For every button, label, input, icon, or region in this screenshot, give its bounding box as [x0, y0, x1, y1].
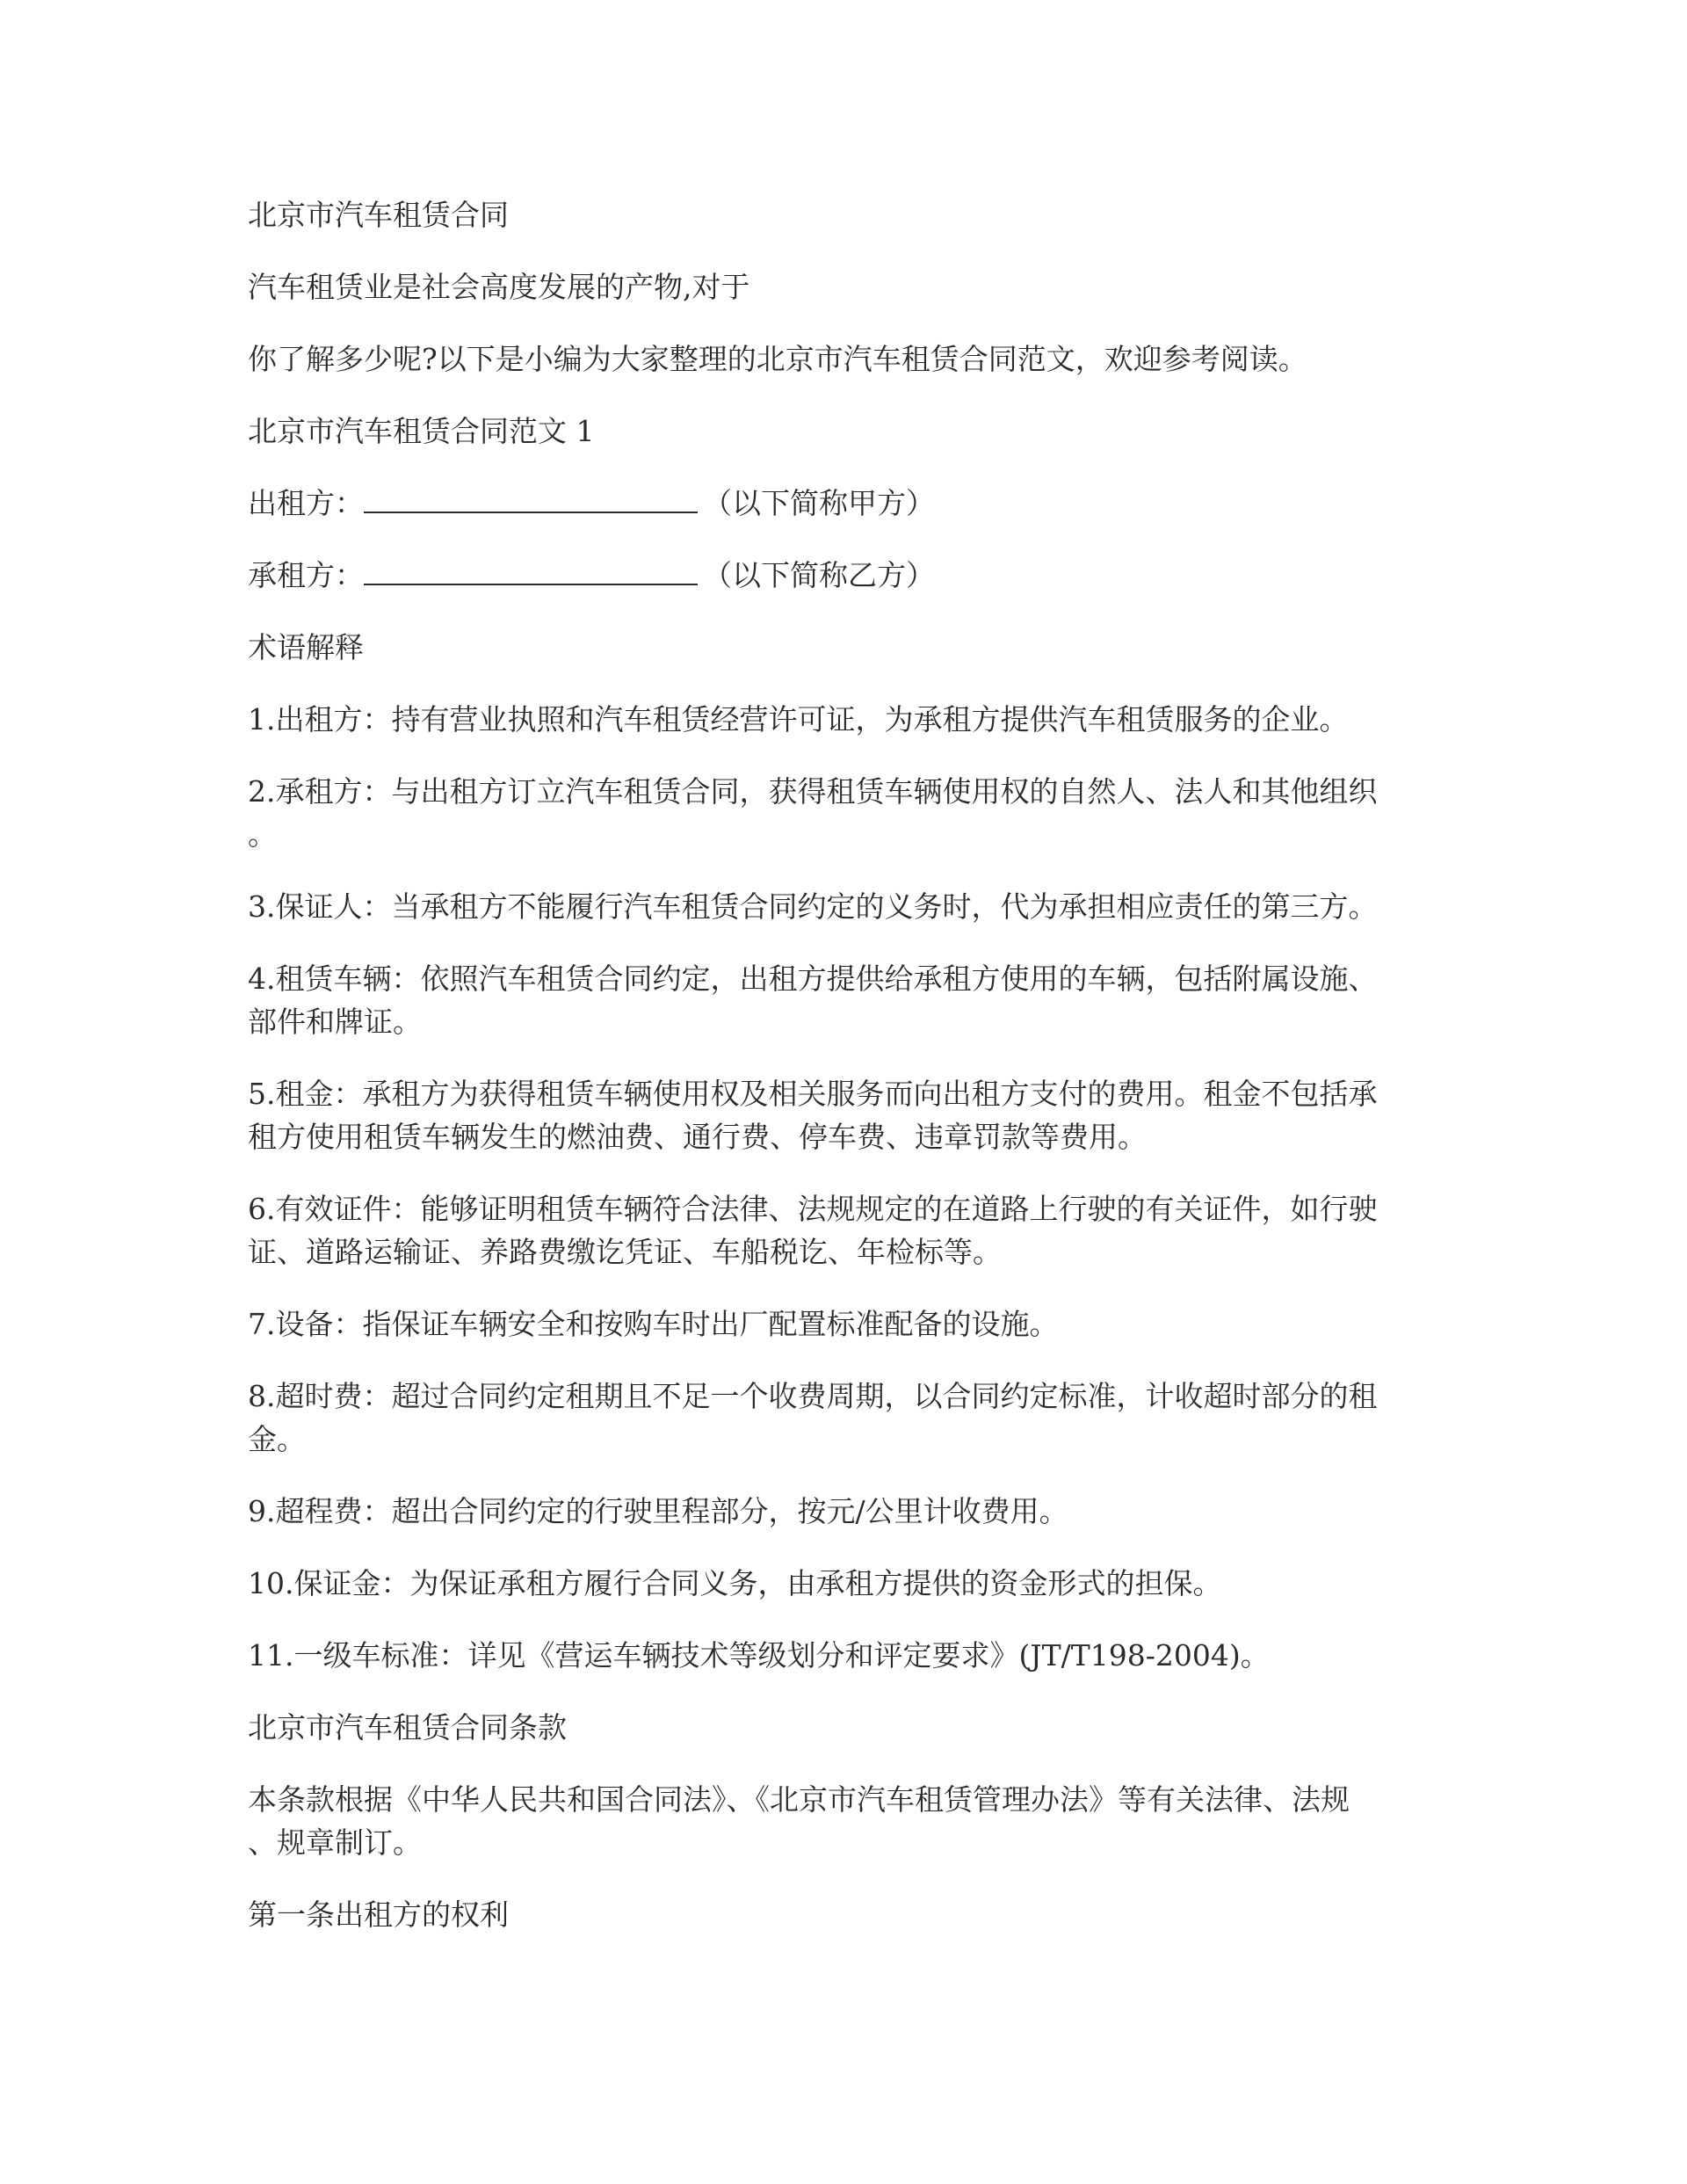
term-6-line-1: 6.有效证件：能够证明租赁车辆符合法律、法规规定的在道路上行驶的有关证件，如行驶 — [248, 1192, 1378, 1226]
lessor-blank — [364, 485, 698, 513]
lessor-suffix: （以下简称甲方） — [703, 486, 935, 520]
term-6-line-2: 证、道路运输证、养路费缴讫凭证、车船税讫、年检标等。 — [248, 1235, 1002, 1269]
term-11: 11.一级车标准：详见《营运车辆技术等级划分和评定要求》(JT/T198-2004)。 — [248, 1638, 1270, 1672]
term-2-line-1: 2.承租方：与出租方订立汽车租赁合同，获得租赁车辆使用权的自然人、法人和其他组织 — [248, 774, 1378, 809]
lessee-line — [248, 554, 1460, 597]
term-2-line-2: 。 — [248, 817, 277, 852]
lessee-suffix: （以下简称乙方） — [703, 558, 935, 592]
term-4-line-1: 4.租赁车辆：依照汽车租赁合同约定，出租方提供给承租方使用的车辆，包括附属设施、 — [248, 961, 1378, 996]
term-4 — [248, 957, 1460, 1043]
term-8 — [248, 1375, 1460, 1461]
term-5-line-1: 5.租金：承租方为获得租赁车辆使用权及相关服务而向出租方支付的费用。租金不包括承 — [248, 1077, 1378, 1111]
document-page — [248, 193, 1460, 1965]
intro-line-1: 汽车租赁业是社会高度发展的产物,对于 — [248, 270, 750, 304]
term-8-line-2: 金。 — [248, 1422, 306, 1456]
clauses-intro-line-1: 本条款根据《中华人民共和国合同法》、《北京市汽车租赁管理办法》等有关法律、法规 — [248, 1782, 1350, 1817]
term-3: 3.保证人：当承租方不能履行汽车租赁合同约定的义务时，代为承担相应责任的第三方。 — [248, 889, 1378, 924]
term-8-line-1: 8.超时费：超过合同约定租期且不足一个收费周期，以合同约定标准，计收超时部分的租 — [248, 1379, 1378, 1413]
term-10: 10.保证金：为保证承租方履行合同义务，由承租方提供的资金形式的担保。 — [248, 1566, 1222, 1600]
term-4-line-2: 部件和牌证。 — [248, 1005, 422, 1039]
lessee-blank — [364, 557, 698, 585]
sample-heading: 北京市汽车租赁合同范文 1 — [248, 414, 595, 448]
terms-heading: 术语解释 — [248, 630, 364, 664]
term-1: 1.出租方：持有营业执照和汽车租赁经营许可证，为承租方提供汽车租赁服务的企业。 — [248, 702, 1349, 736]
lessee-label: 承租方： — [248, 558, 364, 592]
document-title: 北京市汽车租赁合同 — [248, 198, 509, 232]
clauses-heading: 北京市汽车租赁合同条款 — [248, 1710, 567, 1745]
intro-line-2: 你了解多少呢?以下是小编为大家整理的北京市汽车租赁合同范文，欢迎参考阅读。 — [248, 342, 1307, 376]
term-2 — [248, 770, 1460, 856]
lessor-line — [248, 482, 1460, 525]
term-5-line-2: 租方使用租赁车辆发生的燃油费、通行费、停车费、违章罚款等费用。 — [248, 1120, 1147, 1154]
term-6 — [248, 1187, 1460, 1273]
lessor-label: 出租方： — [248, 486, 364, 520]
term-7: 7.设备：指保证车辆安全和按购车时出厂配置标准配备的设施。 — [248, 1307, 1059, 1341]
clauses-intro-line-2: 、规章制订。 — [248, 1825, 422, 1860]
article-1-heading: 第一条出租方的权利 — [248, 1897, 509, 1932]
term-9: 9.超程费：超出合同约定的行驶里程部分，按元/公里计收费用。 — [248, 1494, 1068, 1528]
term-5 — [248, 1072, 1460, 1158]
clauses-intro — [248, 1778, 1460, 1864]
